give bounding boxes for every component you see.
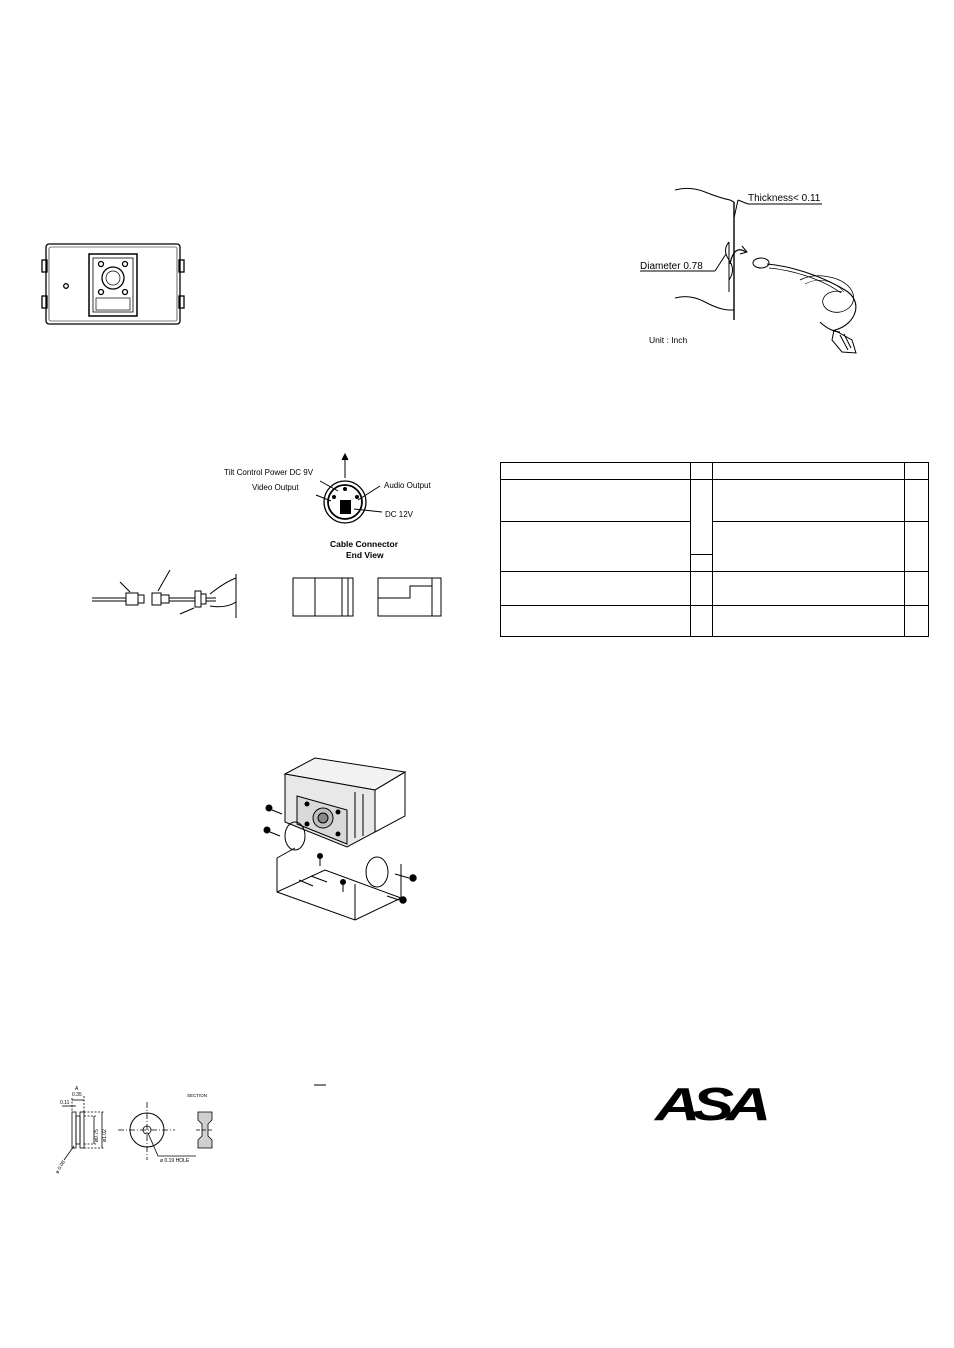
dim-102-label: ø1.02 [102, 1129, 108, 1142]
table-cell [905, 572, 929, 606]
table-cell [691, 572, 713, 606]
section-label: SECTION [187, 1093, 208, 1098]
dim-035-label: 0.35 [72, 1092, 82, 1098]
svg-text:ASA: ASA [653, 1078, 767, 1130]
table-cell [501, 480, 691, 522]
dim-011-label: 0.11 [60, 1100, 70, 1106]
dim-a-label: A [75, 1086, 79, 1092]
table-cell [905, 480, 929, 522]
cable-connection-drawing [90, 566, 450, 626]
connector-caption-line2: End View [346, 550, 384, 560]
table-cell [713, 480, 905, 522]
table-cell [713, 522, 905, 572]
hole-label: ø 0.19 HOLE [160, 1158, 190, 1164]
connector-caption-line1: Cable Connector [330, 539, 399, 549]
asa-logo [653, 1078, 767, 1130]
thickness-label: Thickness< 0.11 [748, 193, 821, 204]
diameter-label: Diameter 0.78 [640, 261, 703, 272]
table-cell [905, 606, 929, 637]
table-cell [501, 572, 691, 606]
table-cell [713, 572, 905, 606]
table-cell [691, 555, 713, 572]
pin-video-output-label: Video Output [252, 483, 299, 492]
pin-audio-output-label: Audio Output [384, 481, 431, 490]
table-cell [691, 480, 713, 555]
table-cell [501, 463, 691, 480]
grommet-dimension-drawing [50, 1082, 330, 1182]
table-cell [713, 606, 905, 637]
table-cell [501, 606, 691, 637]
cable-grommet-installation-drawing [630, 180, 880, 360]
table-cell [713, 463, 905, 480]
specification-table [500, 462, 929, 637]
table-cell [905, 463, 929, 480]
dim-008-label: ø 0.08 [54, 1159, 67, 1175]
dim-075-label: ø0.75 [94, 1129, 100, 1142]
table-cell [905, 522, 929, 572]
table-cell [691, 606, 713, 637]
pin-tilt-control-label: Tilt Control Power DC 9V [224, 468, 314, 477]
unit-label: Unit : Inch [649, 335, 688, 345]
table-cell [691, 463, 713, 480]
camera-front-view-drawing [40, 238, 190, 330]
camera-bracket-assembly-drawing [255, 752, 435, 924]
cable-connector-end-view-drawing [220, 452, 450, 564]
table-cell [501, 522, 691, 572]
pin-dc12v-label: DC 12V [385, 510, 414, 519]
